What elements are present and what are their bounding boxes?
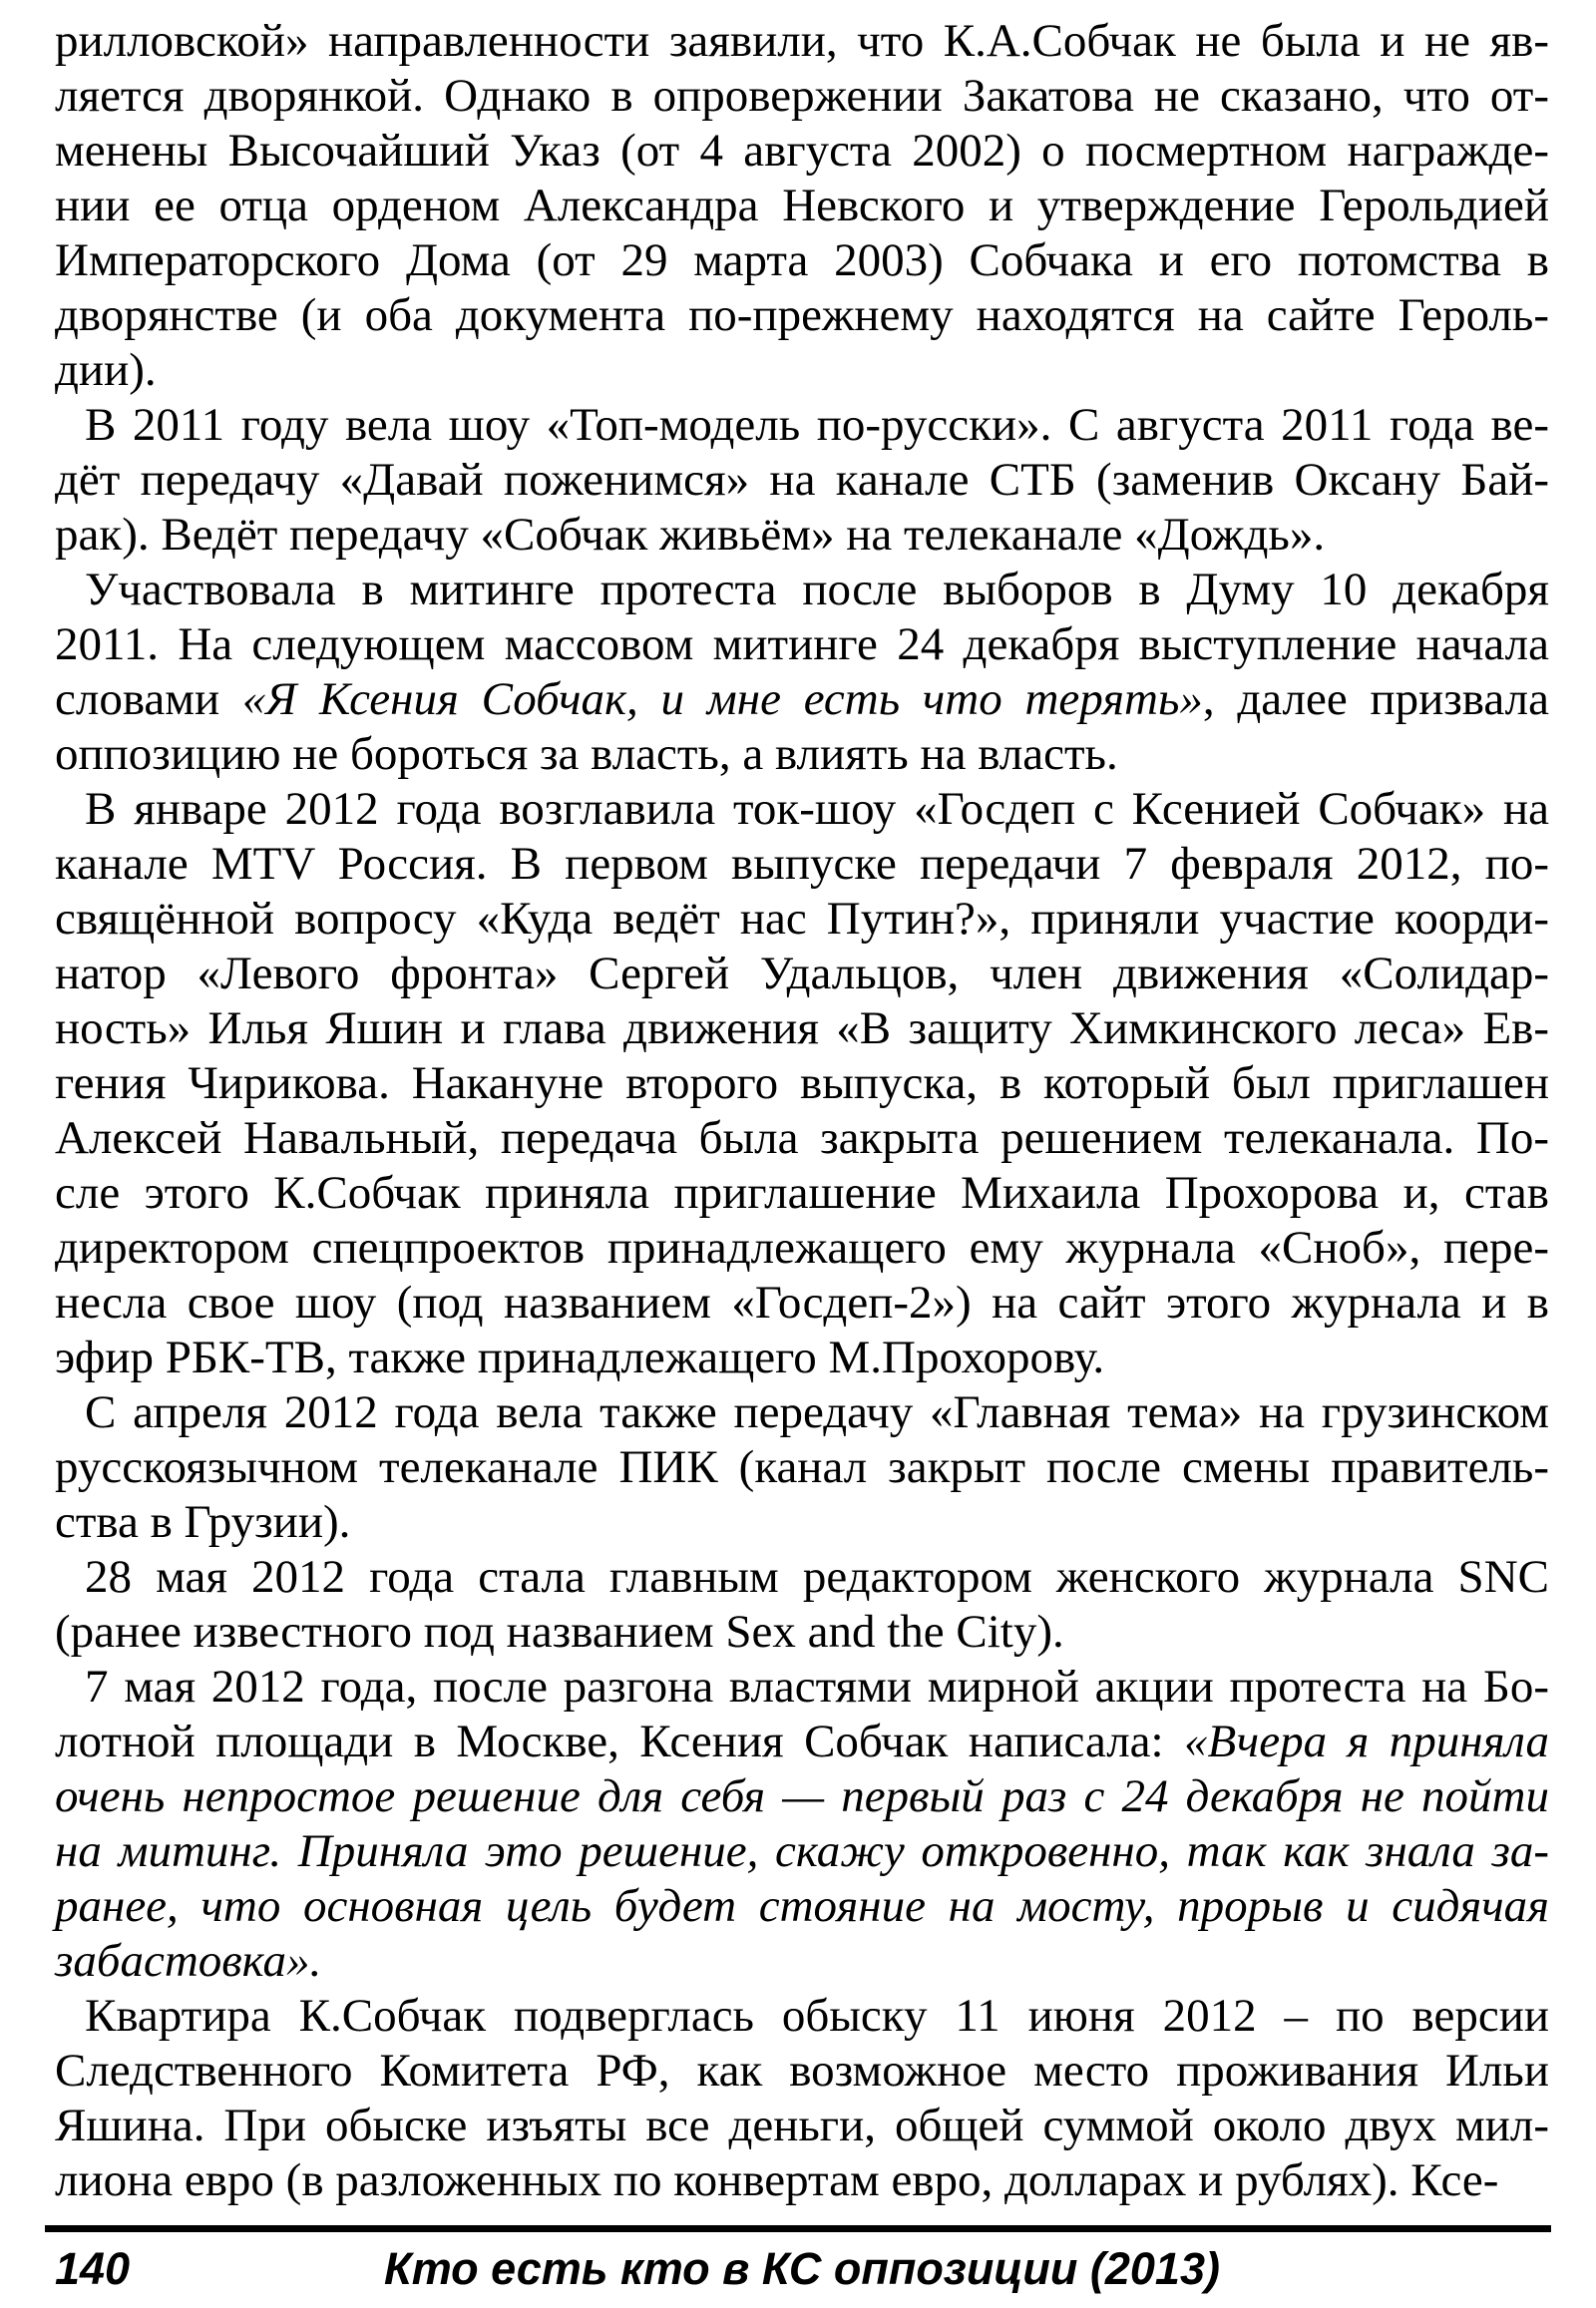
body-text (55, 14, 1549, 2208)
italic-text-segment: «Вчера я приняла (1184, 1716, 1549, 1767)
text-line (55, 1166, 1549, 1221)
text-segment: сле этого К.Собчак приняла приглашение Михаила Прохорова и, став (55, 1167, 1549, 1219)
text-segment: Яшина. При обыске изъяты все деньги, общей суммой около двух мил- (55, 2100, 1549, 2151)
text-segment: эфир РБК-ТВ, также принадлежащего М.Прохорову. (55, 1332, 1105, 1383)
text-line (55, 1001, 1549, 1056)
text-line (55, 617, 1549, 672)
text-line (55, 1495, 1549, 1550)
text-line (55, 124, 1549, 179)
text-segment: 7 мая 2012 года, после разгона властями мирной акции протеста на Бо- (85, 1661, 1549, 1713)
footer (55, 2240, 1549, 2300)
text-segment: ляется дворянкой. Однако в опровержении Закатова не сказано, что от- (55, 70, 1549, 122)
text-segment: директором спецпроектов принадлежащего ему журнала «Сноб», пере- (55, 1222, 1549, 1274)
text-line (55, 837, 1549, 892)
text-segment: нии ее отца орденом Александра Невского и утверждение Герольдией (55, 180, 1549, 231)
text-segment: рак). Ведёт передачу «Собчак живьём» на телеканале «Дождь». (55, 509, 1326, 561)
text-line (55, 1440, 1549, 1495)
text-line (55, 1934, 1549, 1989)
text-segment: дии). (55, 344, 157, 396)
text-segment: дворянстве (и оба документа по-прежнему находятся на сайте Героль- (55, 289, 1549, 341)
text-line (55, 1221, 1549, 1276)
text-line (55, 453, 1549, 508)
text-line (55, 1660, 1549, 1715)
text-line (55, 2099, 1549, 2153)
text-line (55, 727, 1549, 782)
text-line (55, 672, 1549, 727)
text-segment: 28 мая 2012 года стала главным редактором женского журнала SNC (85, 1551, 1549, 1603)
text-segment: Следственного Комитета РФ, как возможное место проживания Ильи (55, 2045, 1549, 2097)
text-line (55, 2044, 1549, 2099)
paragraph (55, 14, 1549, 398)
paragraph (55, 563, 1549, 782)
text-line (55, 1111, 1549, 1166)
text-line (55, 947, 1549, 1001)
text-segment: канале MTV Россия. В первом выпуске передачи 7 февраля 2012, по- (55, 838, 1549, 890)
text-segment: , далее призвала (1202, 673, 1549, 725)
text-segment: В январе 2012 года возглавила ток-шоу «Госдеп с Ксенией Собчак» на (85, 783, 1549, 835)
text-segment: лиона евро (в разложенных по конвертам евро, долларах и рублях). Ксе- (55, 2154, 1499, 2206)
text-line (55, 1769, 1549, 1824)
text-line (55, 179, 1549, 233)
text-segment: натор «Левого фронта» Сергей Удальцов, член движения «Солидар- (55, 948, 1549, 999)
text-segment: ность» Илья Яшин и глава движения «В защиту Химкинского леса» Ев- (55, 1002, 1549, 1054)
text-line (55, 1989, 1549, 2044)
text-segment: несла свое шоу (под названием «Госдеп-2») на сайт этого журнала и в (55, 1277, 1549, 1329)
italic-text-segment: на митинг. Приняла это решение, скажу откровенно, так как знала за- (55, 1825, 1549, 1877)
paragraph (55, 1660, 1549, 1989)
paragraph (55, 782, 1549, 1385)
paragraph (55, 1989, 1549, 2208)
text-line (55, 1385, 1549, 1440)
text-line (55, 892, 1549, 947)
paragraph (55, 398, 1549, 563)
text-line (55, 343, 1549, 398)
text-segment: С апреля 2012 года вела также передачу «Главная тема» на грузинском (85, 1386, 1549, 1438)
text-line (55, 69, 1549, 124)
page-number: 140 (55, 2243, 131, 2294)
text-segment: Квартира К.Собчак подверглась обыску 11 июня 2012 – по версии (85, 1990, 1549, 2042)
text-line (55, 1824, 1549, 1879)
text-segment: оппозицию не бороться за власть, а влиять на власть. (55, 728, 1118, 780)
footer-title: Кто есть кто в КС оппозиции (2013) (384, 2243, 1220, 2294)
text-segment: Участвовала в митинге протеста после выборов в Думу 10 декабря (85, 564, 1549, 615)
text-line (55, 14, 1549, 69)
text-segment: ства в Грузии). (55, 1496, 351, 1548)
text-segment: лотной площади в Москве, Ксения Собчак написала: (55, 1716, 1185, 1767)
text-segment: 2011. На следующем массовом митинге 24 декабря выступление начала (55, 618, 1549, 670)
text-line (55, 1550, 1549, 1605)
text-line (55, 1056, 1549, 1111)
italic-text-segment: забастовка». (55, 1935, 322, 1987)
text-line (55, 288, 1549, 343)
text-segment: Алексей Навальный, передача была закрыта решением телеканала. По- (55, 1112, 1549, 1164)
text-line (55, 2153, 1549, 2208)
text-segment: словами (55, 673, 242, 725)
text-line (55, 508, 1549, 563)
italic-text-segment: «Я Ксения Собчак, и мне есть что терять» (241, 673, 1203, 725)
italic-text-segment: ранее, что основная цель будет стояние на мосту, прорыв и сидячая (55, 1880, 1549, 1932)
text-line (55, 1276, 1549, 1331)
text-line (55, 233, 1549, 288)
text-segment: менены Высочайший Указ (от 4 августа 2002) о посмертном награжде- (55, 125, 1549, 177)
text-segment: русскоязычном телеканале ПИК (канал закрыт после смены правитель- (55, 1441, 1549, 1493)
text-segment: свящённой вопросу «Куда ведёт нас Путин?», приняли участие коорди- (55, 893, 1549, 945)
text-line (55, 1879, 1549, 1934)
text-line (55, 398, 1549, 453)
text-segment: гения Чирикова. Накануне второго выпуска, в который был приглашен (55, 1057, 1549, 1109)
paragraph (55, 1550, 1549, 1660)
footer-rule (45, 2225, 1551, 2232)
text-line (55, 782, 1549, 837)
text-line (55, 1605, 1549, 1660)
text-line (55, 563, 1549, 617)
text-segment: рилловской» направленности заявили, что К.А.Собчак не была и не яв- (55, 15, 1549, 67)
text-segment: (ранее известного под названием Sex and the City). (55, 1606, 1064, 1658)
italic-text-segment: очень непростое решение для себя — первый раз с 24 декабря не пойти (55, 1770, 1549, 1822)
text-segment: Императорского Дома (от 29 марта 2003) Собчака и его потомства в (55, 234, 1549, 286)
paragraph (55, 1385, 1549, 1550)
text-segment: В 2011 году вела шоу «Топ-модель по-русски». С августа 2011 года ве- (85, 399, 1549, 451)
text-line (55, 1331, 1549, 1385)
text-segment: дёт передачу «Давай поженимся» на канале СТБ (заменив Оксану Бай- (55, 454, 1549, 506)
text-line (55, 1715, 1549, 1769)
